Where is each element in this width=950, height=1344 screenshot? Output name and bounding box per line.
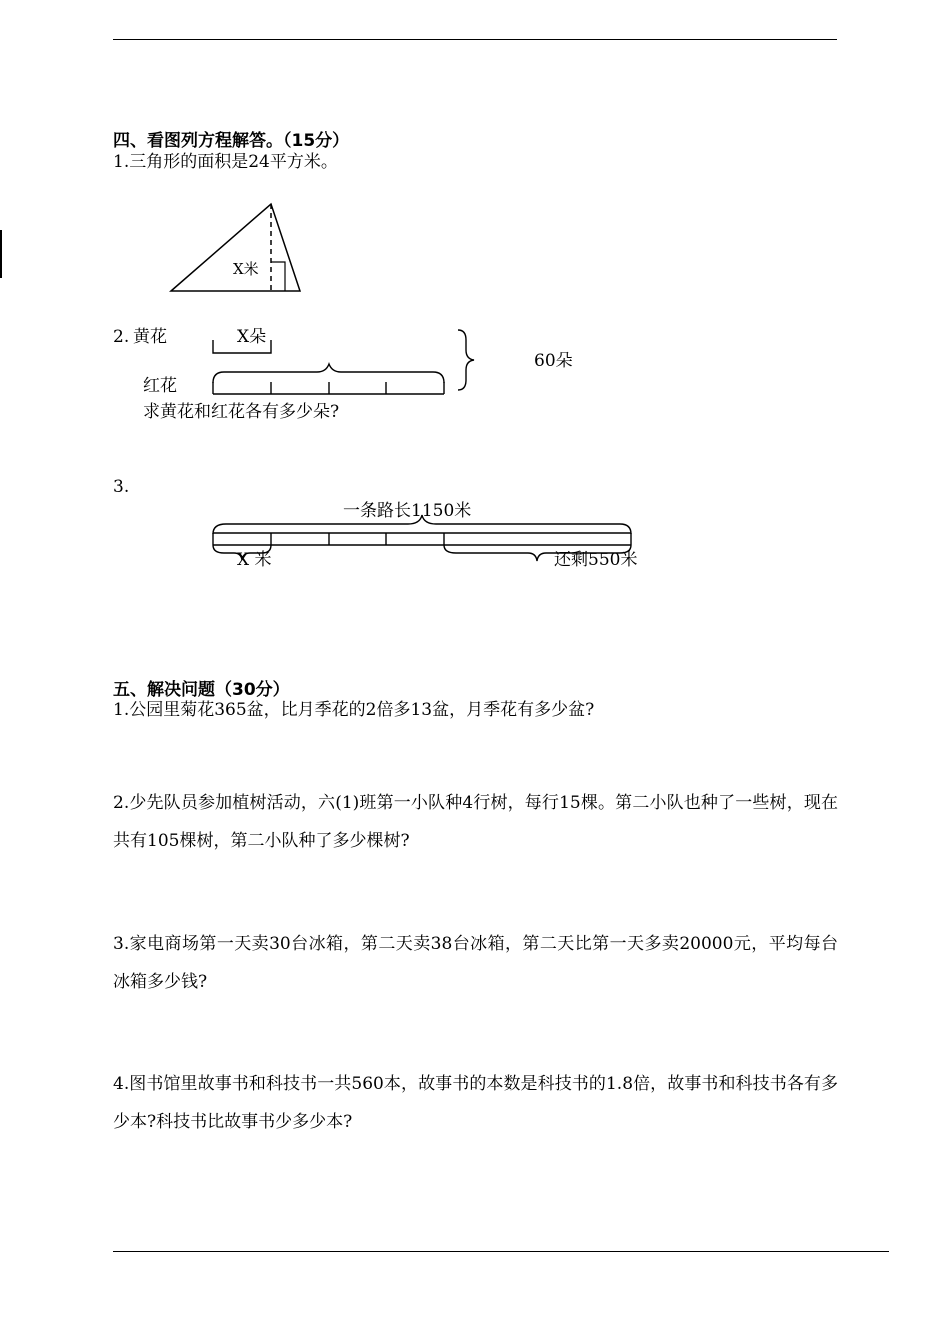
q1-text: 1.三角形的面积是24平方米。: [113, 152, 338, 172]
section4-heading: 四、看图列方程解答。（15分）: [113, 131, 350, 151]
yellow-x-label: X朵: [237, 327, 267, 347]
s5-q1: 1.公园里菊花365盆，比月季花的2倍多13盆，月季花有多少盆?: [113, 700, 595, 720]
q2-number: 2.: [113, 327, 130, 347]
road-remain-label: 还剩550米: [554, 550, 638, 570]
q2-question: 求黄花和红花各有多少朵?: [143, 402, 340, 422]
s5-q3: 3.家电商场第一天卖30台冰箱，第二天卖38台冰箱，第二天比第一天多卖20000元，平均每台冰箱多少钱?: [113, 934, 838, 992]
total-flowers-label: 60朵: [534, 351, 573, 371]
section5-heading: 五、解决问题（30分）: [113, 680, 290, 700]
s5-q4: 4.图书馆里故事书和科技书一共560本，故事书的本数是科技书的1.8倍，故事书和科技书各有多少本?科技书比故事书少多少本?: [113, 1074, 838, 1132]
s5-q2: 2.少先队员参加植树活动，六(1)班第一小队种4行树，每行15棵。第二小队也种了一些树，现在共有105棵树，第二小队种了多少棵树?: [113, 793, 838, 851]
road-x-label: X 米: [237, 550, 272, 570]
q3-number: 3.: [113, 477, 130, 497]
road-total-label: 一条路长1150米: [343, 501, 472, 521]
yellow-flower-label: 黄花: [133, 327, 167, 347]
triangle-height-label: X米: [233, 260, 259, 278]
red-flower-label: 红花: [143, 376, 177, 396]
